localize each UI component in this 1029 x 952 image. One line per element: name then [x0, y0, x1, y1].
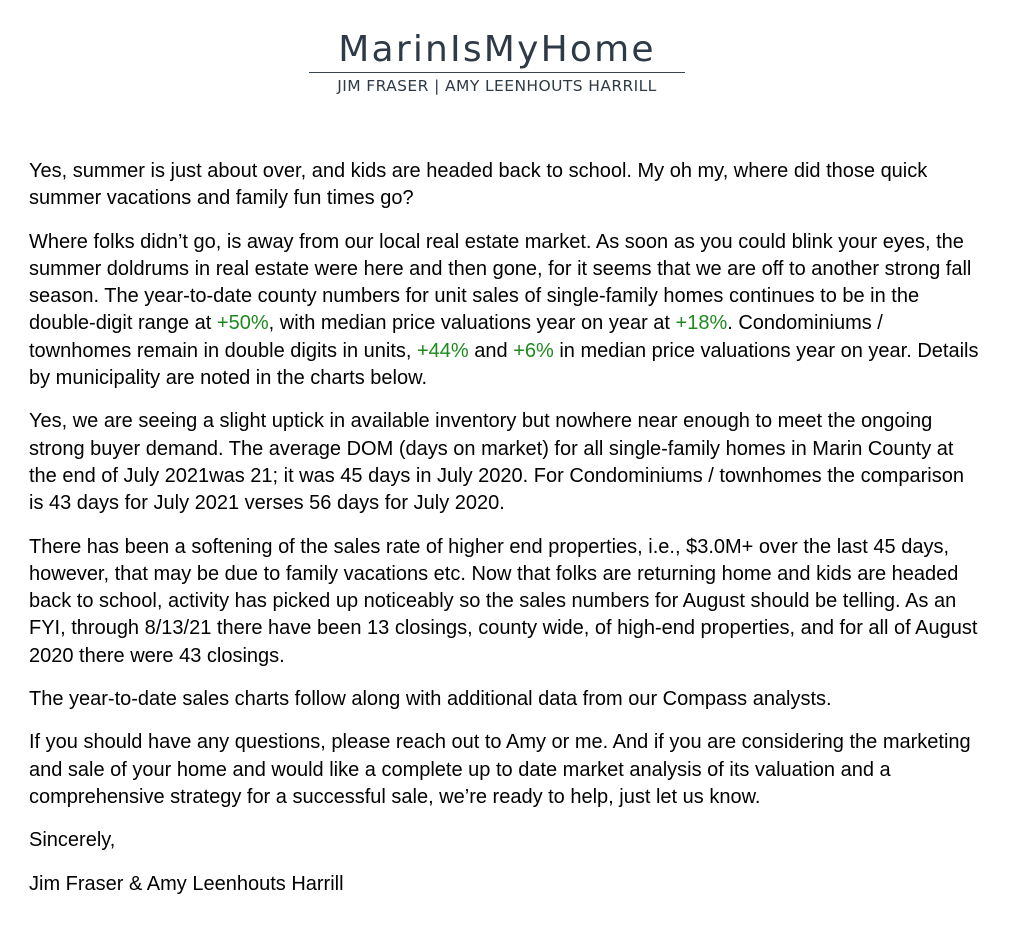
paragraph-charts: The year-to-date sales charts follow along with additional data from our Compass analysts.	[29, 688, 832, 711]
stat-condo-units: +44%	[417, 339, 469, 362]
closing: Sincerely,	[29, 829, 116, 852]
paragraph-high-end: There has been a softening of the sales rate of higher end properties, i.e., $3.0M+ over the last 45 days, however, that may be due to family vacations etc. Now that folks are returning home and kids are headed back to school, activity has picked up noticeably so the sales numbers for August should be telling. As an FYI, through 8/13/21 there have been 13 closings, county wide, of high-end properties, and for all of August 2020 there were 43 closings.	[29, 535, 978, 667]
letter-body	[29, 158, 979, 914]
paragraph-market-stats	[29, 229, 979, 393]
text-segment: and	[468, 339, 514, 362]
text-segment: , with median price valuations year on year at	[268, 312, 676, 335]
paragraph-intro: Yes, summer is just about over, and kids are headed back to school. My oh my, where did those quick summer vacations and family fun times go?	[29, 160, 928, 210]
logo-subtitle: JIM FRASER | AMY LEENHOUTS HARRILL	[337, 77, 657, 95]
logo-divider	[309, 72, 685, 73]
signature: Jim Fraser & Amy Leenhouts Harrill	[29, 872, 344, 895]
text-segment: . Condominiums / townhomes remain in double digits in units,	[29, 312, 883, 362]
text-segment: in median price valuations year on year. Details by municipality are noted in the charts below.	[29, 339, 979, 390]
paragraph-contact: If you should have any questions, please reach out to Amy or me. And if you are considering the marketing and sale of your home and would like a complete up to date market analysis of its valuation and a comprehensive strategy for a successful sale, we’re ready to help, just let us know.	[29, 731, 971, 808]
paragraph-inventory: Yes, we are seeing a slight uptick in available inventory but nowhere near enough to meet the ongoing strong buyer demand. The average DOM (days on market) for all single-family homes in Marin County at the end of July 2021was 21; it was 45 days in July 2020. For Condominiums / townhomes the comparison is 43 days for July 2021 verses 56 days for July 2020.	[29, 410, 964, 515]
text-segment: Where folks didn’t go, is away from our local real estate market. As soon as you could blink your eyes, the summer doldrums in real estate were here and then gone, for it seems that we are off to another strong fall season. The year-to-date county numbers for unit sales of single-family homes continues to be in the double-digit range at	[29, 230, 972, 335]
brand-logo	[309, 30, 685, 96]
stat-sfh-units: +50%	[216, 312, 269, 335]
stat-sfh-price: +18%	[675, 312, 728, 335]
logo-title: MarinIsMyHome	[338, 29, 656, 70]
stat-condo-price: +6%	[513, 339, 554, 362]
